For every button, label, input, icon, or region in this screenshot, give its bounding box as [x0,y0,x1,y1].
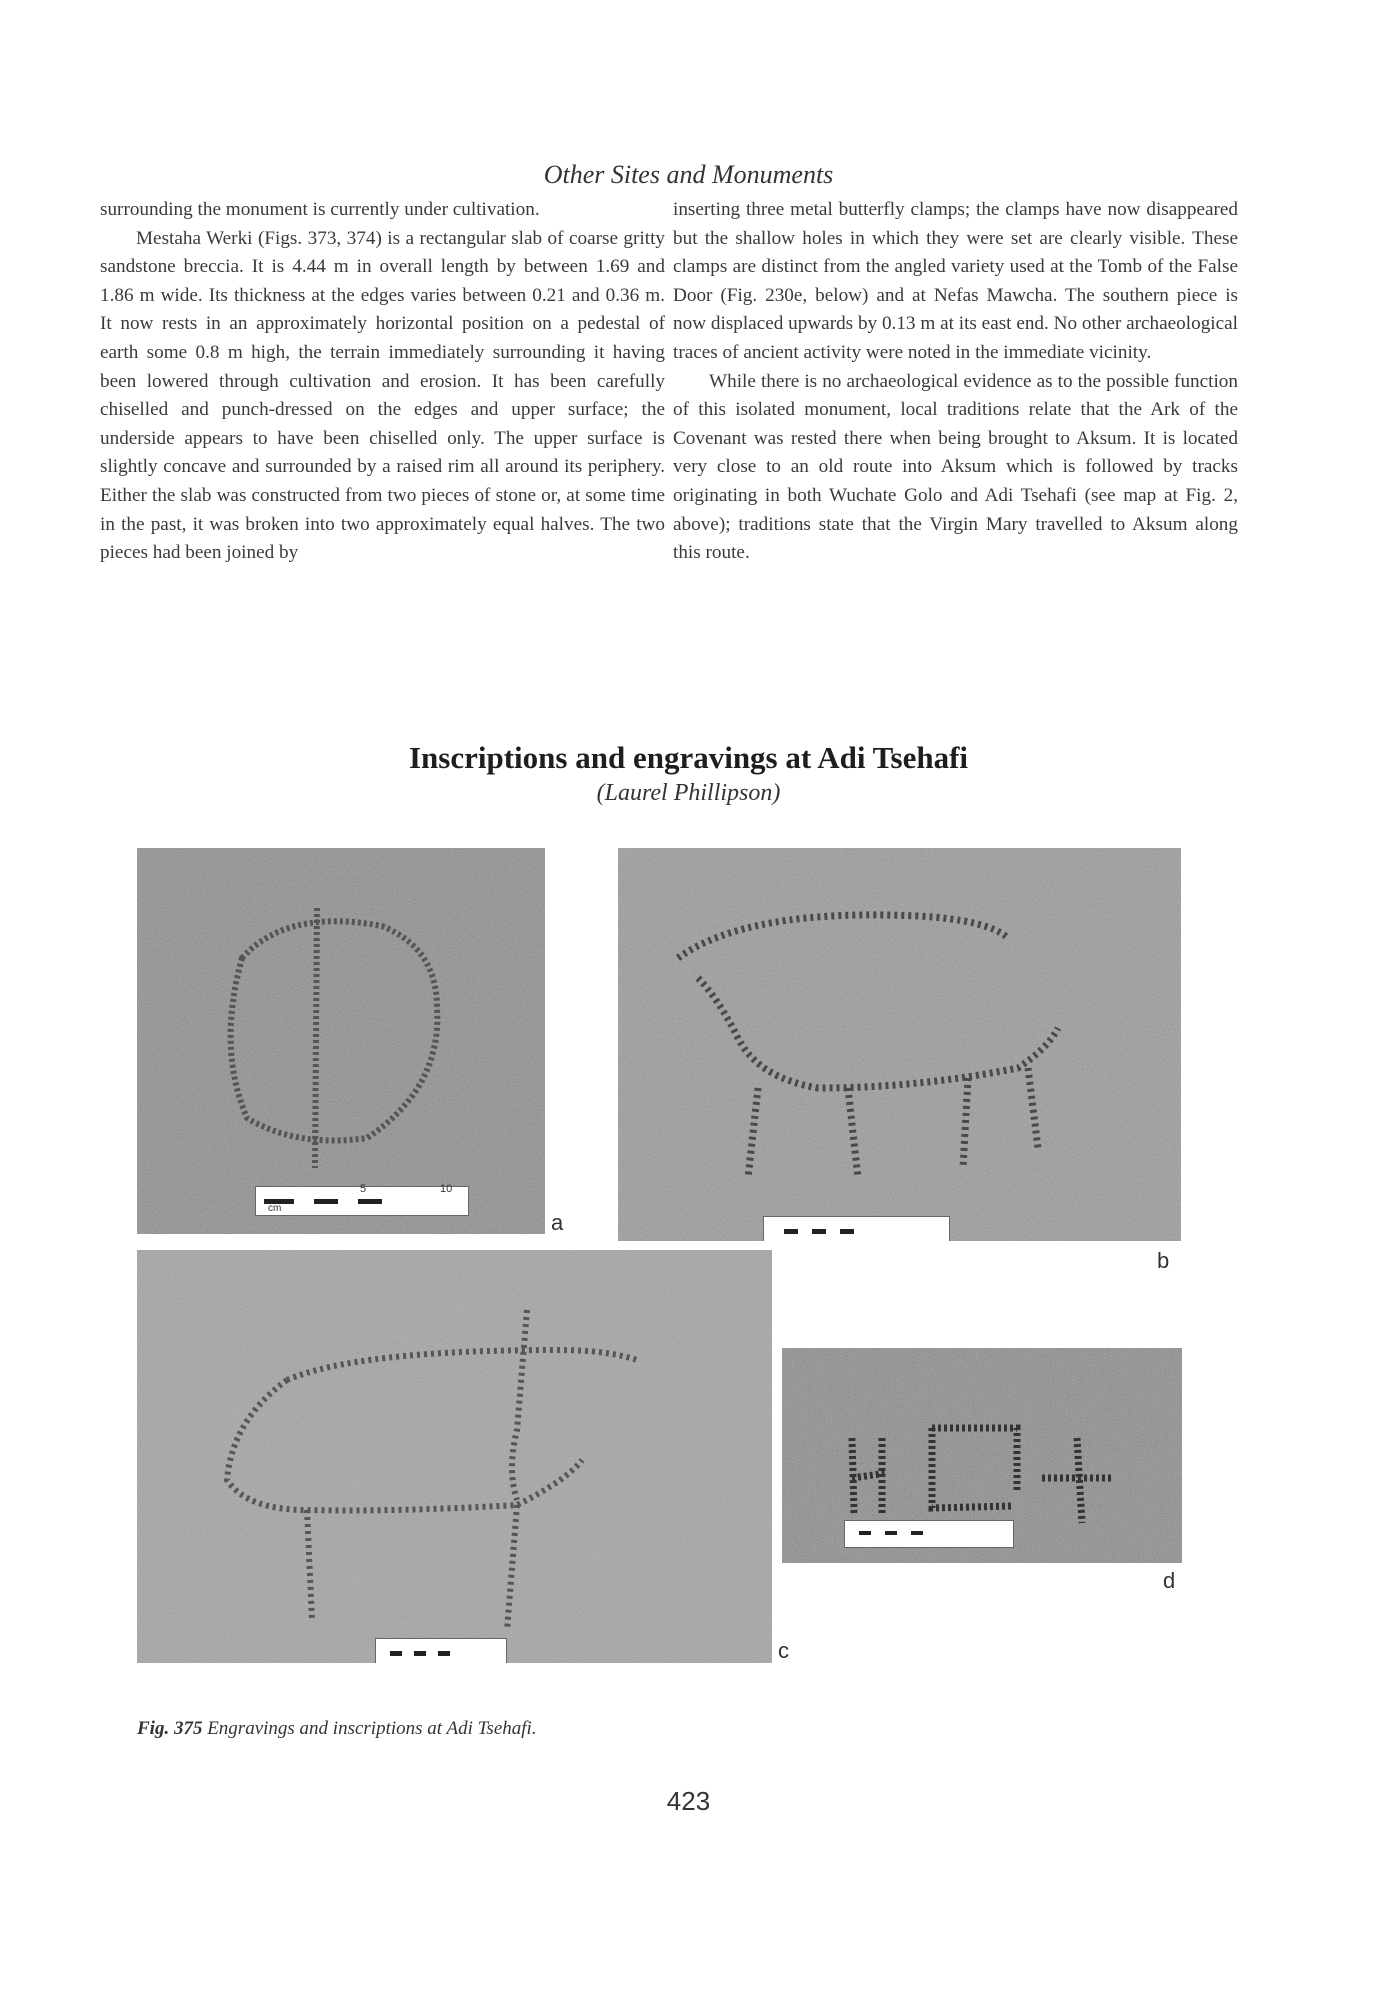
paragraph: surrounding the monument is currently under cultivation. [100,199,540,220]
photo-label-d: d [1163,1568,1176,1593]
running-head: Other Sites and Monuments [543,160,834,189]
section-title: Inscriptions and engravings at Adi Tsehafi [408,740,968,775]
right-column [673,196,1238,568]
photo-label-a: a [551,1210,564,1235]
paragraph: Mestaha Werki (Figs. 373, 374) is a rectangular slab of coarse gritty sandstone breccia. It is 4.44 m in overall length by between 1.69 and 1.86 m wide. Its thickness at the edges varies between 0.21 and 0.36 m. It now rests in an approximately horizontal position on a pedestal of earth some 0.8 m high, the terrain immediately surrounding it having been lowered through cultivation and erosion. It has been carefully chiselled and punch-dressed on the edges and upper surface; the underside appears to have been chiselled only. The upper surface is slightly concave and surrounded by a raised rim all around its periphery. Either the slab was constructed from two pieces of stone or, at some time in the past, it was broken into two approximately equal halves. The two pieces had been joined by [100,227,665,564]
rock-engraving-image [618,848,1181,1241]
photo-label-c: c [778,1638,789,1663]
photo-b [618,848,1181,1241]
paragraph: While there is no archaeological evidence as to the possible function of this isolated monument, local traditions relate that the Ark of the Covenant was rested there when being brought to Aksum. It is located very close to an old route into Aksum which is followed by tracks originating in both Wuchate Golo and Adi Tsehafi (see map at Fig. 2, above); traditions state that the Virgin Mary travelled to Aksum along this route. [673,370,1238,564]
photo-a [137,848,545,1234]
photo-c [137,1250,772,1663]
rock-engraving-image [137,1250,772,1663]
scale-mark: 5 [360,1183,367,1195]
scale-bar [763,1216,950,1241]
caption-text: Engravings and inscriptions at Adi Tsehafi. [207,1718,537,1739]
figure-caption [137,1718,537,1740]
scale-mark: 10 [440,1183,453,1195]
scale-bar [375,1638,507,1663]
scale-bar [844,1520,1014,1548]
scale-unit: cm [268,1203,282,1214]
paragraph: inserting three metal butterfly clamps; the clamps have now disappeared but the shallow holes in which they were set are clearly visible. These clamps are distinct from the angled variety used at the Tomb of the False Door (Fig. 230e, below) and at Nefas Mawcha. The southern piece is now displaced upwards by 0.13 m at its east end. No other archaeological traces of ancient activity were noted in the immediate vicinity. [673,199,1238,363]
rock-engraving-image [137,848,545,1234]
scale-bar [255,1183,469,1216]
photo-label-b: b [1157,1248,1170,1273]
section-author: (Laurel Phillipson) [596,780,781,806]
photo-d [782,1348,1182,1563]
figure-number: Fig. 375 [137,1718,203,1739]
left-column [100,196,665,568]
page-number: 423 [666,1786,711,1816]
